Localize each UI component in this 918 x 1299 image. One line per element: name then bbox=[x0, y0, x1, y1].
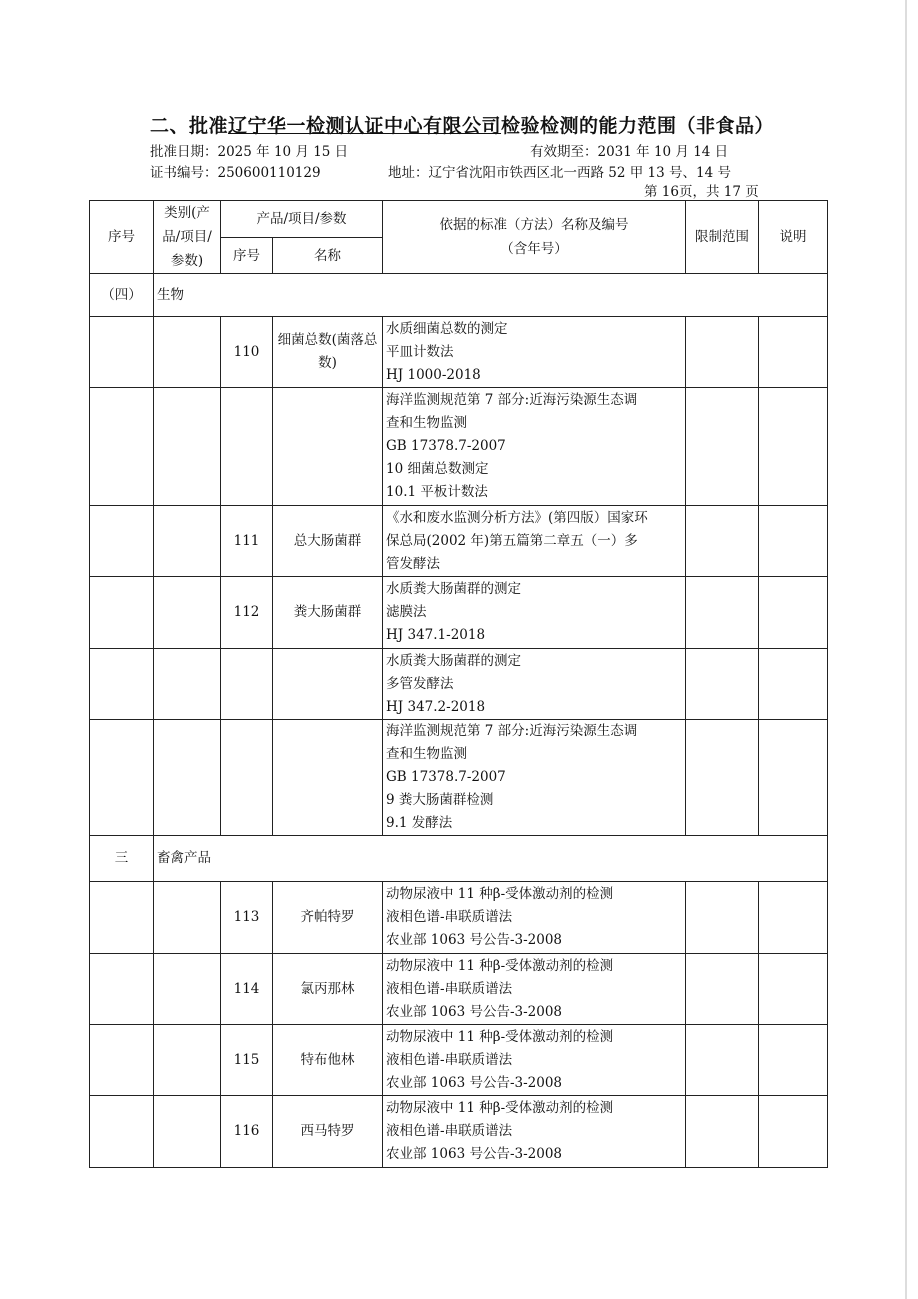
standard-line: 动物尿液中 11 种β-受体激动剂的检测 bbox=[386, 957, 614, 974]
standard-line: 动物尿液中 11 种β-受体激动剂的检测 bbox=[386, 886, 614, 902]
row-standard bbox=[383, 388, 686, 506]
standard-line: GB 17378.7-2007 bbox=[386, 769, 506, 785]
header-note: 说明 bbox=[759, 201, 828, 274]
row-name: 氯丙那林 bbox=[273, 954, 383, 1025]
header-row-1 bbox=[90, 201, 828, 238]
standard-line: 9.1 发酵法 bbox=[386, 815, 453, 831]
table-row bbox=[90, 577, 828, 649]
standard-line: 9 粪大肠菌群检测 bbox=[386, 792, 494, 808]
standard-line: 农业部 1063 号公告-3-2008 bbox=[386, 932, 563, 948]
standard-line: 滤膜法 bbox=[386, 604, 427, 620]
header-limit: 限制范围 bbox=[686, 201, 759, 274]
row-standard bbox=[383, 720, 686, 836]
row-standard bbox=[383, 1025, 686, 1096]
row-standard bbox=[383, 649, 686, 720]
section-row bbox=[90, 836, 828, 882]
standard-line: 查和生物监测 bbox=[386, 415, 468, 431]
standard-line: 农业部 1063 号公告-3-2008 bbox=[386, 1003, 563, 1020]
standard-line: 动物尿液中 11 种β-受体激动剂的检测 bbox=[386, 1028, 614, 1045]
row-name: 细菌总数(菌落总数) bbox=[273, 317, 383, 388]
address: 地址：辽宁省沈阳市铁西区北一西路 52 甲 13 号、14 号 bbox=[388, 165, 731, 181]
row-standard bbox=[383, 954, 686, 1025]
table-row bbox=[90, 1025, 828, 1096]
page-number: 第 16页，共 17 页 bbox=[644, 184, 759, 200]
section-label: 生物 bbox=[154, 274, 828, 317]
row-standard bbox=[383, 317, 686, 388]
standard-line: 保总局(2002 年)第五篇第二章五（一）多 bbox=[386, 532, 638, 549]
table-row bbox=[90, 506, 828, 577]
table-row bbox=[90, 1096, 828, 1168]
row-number: 113 bbox=[221, 882, 273, 954]
standard-line: 《水和废水监测分析方法》(第四版）国家环 bbox=[386, 509, 648, 526]
title-prefix: 二、批准 bbox=[150, 115, 229, 137]
header-sub-seq: 序号 bbox=[221, 238, 273, 274]
capability-table bbox=[89, 200, 828, 1168]
scan-edge bbox=[905, 0, 907, 1299]
table-row bbox=[90, 954, 828, 1025]
standard-line: HJ 347.1-2018 bbox=[386, 627, 486, 643]
row-number: 110 bbox=[221, 317, 273, 388]
title-org: 辽宁华一检测认证中心有限公司 bbox=[228, 115, 502, 137]
row-standard bbox=[383, 1096, 686, 1168]
standard-line: 查和生物监测 bbox=[386, 746, 468, 762]
row-number: 111 bbox=[221, 506, 273, 577]
standard-line: 水质粪大肠菌群的测定 bbox=[386, 652, 522, 669]
standard-line: 水质粪大肠菌群的测定 bbox=[386, 581, 522, 597]
standard-line: 液相色谱-串联质谱法 bbox=[386, 1051, 513, 1068]
approval-date: 批准日期：2025 年 10 月 15 日 bbox=[150, 144, 349, 160]
row-number: 114 bbox=[221, 954, 273, 1025]
row-standard bbox=[383, 577, 686, 649]
valid-until: 有效期至：2031 年 10 月 14 日 bbox=[530, 144, 729, 160]
row-number: 116 bbox=[221, 1096, 273, 1168]
table-row bbox=[90, 388, 828, 506]
section-seq: 三 bbox=[90, 836, 154, 882]
row-name: 粪大肠菌群 bbox=[273, 577, 383, 649]
standard-line: 平皿计数法 bbox=[386, 343, 454, 360]
row-standard bbox=[383, 882, 686, 954]
standard-line: GB 17378.7-2007 bbox=[386, 438, 506, 454]
header-seq: 序号 bbox=[90, 201, 154, 274]
standard-line: 农业部 1063 号公告-3-2008 bbox=[386, 1074, 563, 1091]
header-product: 产品/项目/参数 bbox=[221, 201, 383, 238]
row-number: 115 bbox=[221, 1025, 273, 1096]
standard-line: 海洋监测规范第 7 部分:近海污染源生态调 bbox=[386, 392, 638, 408]
title-suffix: 检验检测的能力范围（非食品） bbox=[501, 115, 775, 137]
header-category: 类别(产品/项目/参数) bbox=[154, 201, 221, 274]
standard-line: 液相色谱-串联质谱法 bbox=[386, 1123, 513, 1139]
standard-line: HJ 347.2-2018 bbox=[386, 698, 486, 715]
row-standard bbox=[383, 506, 686, 577]
cert-number: 证书编号：250600110129 bbox=[150, 165, 321, 181]
standard-line: HJ 1000-2018 bbox=[386, 366, 481, 383]
standard-line: 动物尿液中 11 种β-受体激动剂的检测 bbox=[386, 1100, 614, 1116]
standard-line: 多管发酵法 bbox=[386, 675, 454, 692]
standard-line: 农业部 1063 号公告-3-2008 bbox=[386, 1146, 563, 1162]
standard-line: 海洋监测规范第 7 部分:近海污染源生态调 bbox=[386, 723, 638, 739]
table-row bbox=[90, 317, 828, 388]
row-name: 特布他林 bbox=[273, 1025, 383, 1096]
standard-line: 水质细菌总数的测定 bbox=[386, 320, 508, 337]
standard-line: 10.1 平板计数法 bbox=[386, 484, 488, 500]
table-row bbox=[90, 720, 828, 836]
row-number: 112 bbox=[221, 577, 273, 649]
standard-line: 液相色谱-串联质谱法 bbox=[386, 980, 513, 997]
row-name: 总大肠菌群 bbox=[273, 506, 383, 577]
row-name: 齐帕特罗 bbox=[273, 882, 383, 954]
section-label: 畜禽产品 bbox=[154, 836, 828, 882]
header-standard: 依据的标准（方法）名称及编号（含年号） bbox=[383, 201, 686, 274]
row-name: 西马特罗 bbox=[273, 1096, 383, 1168]
table-row bbox=[90, 882, 828, 954]
table-row bbox=[90, 649, 828, 720]
section-seq: （四） bbox=[90, 274, 154, 317]
standard-line: 液相色谱-串联质谱法 bbox=[386, 909, 513, 925]
section-row bbox=[90, 274, 828, 317]
page-title bbox=[150, 111, 774, 138]
header-name: 名称 bbox=[273, 238, 383, 274]
standard-line: 管发酵法 bbox=[386, 555, 441, 572]
standard-line: 10 细菌总数测定 bbox=[386, 461, 489, 477]
